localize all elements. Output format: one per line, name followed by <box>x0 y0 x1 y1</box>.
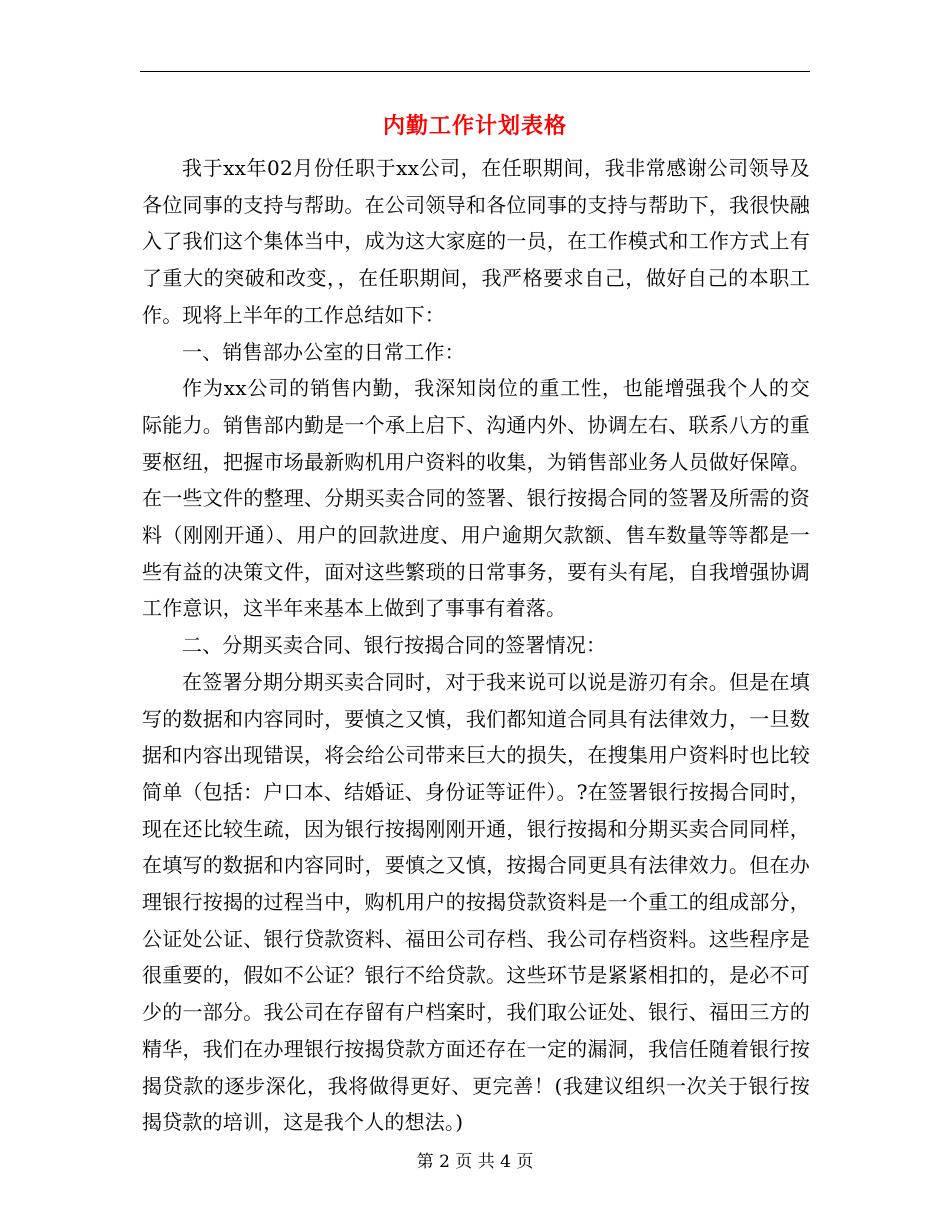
paragraph-intro: 我于xx年02月份任职于xx公司，在任职期间，我非常感谢公司领导及各位同事的支持与帮助。在公司领导和各位同事的支持与帮助下，我很快融入了我们这个集体当中，成为这大家庭的一员，在工作模式和工作方式上有了重大的突破和改变，，在任职期间，我严格要求自己，做好自己的本职工作。现将上半年的工作总结如下： <box>142 156 810 327</box>
header-rule <box>140 71 810 72</box>
paragraph-daily-work: 作为xx公司的销售内勤，我深知岗位的重工性，也能增强我个人的交际能力。销售部内勤是一个承上启下、沟通内外、协调左右、联系八方的重要枢纽，把握市场最新购机用户资料的收集，为销售部业务人员做好保障。在一些文件的整理、分期买卖合同的签署、银行按揭合同的签署及所需的资料（刚刚开通）、用户的回款进度、用户逾期欠款额、售车数量等等都是一些有益的决策文件，面对这些繁琐的日常事务，要有头有尾，自我增强协调工作意识，这半年来基本上做到了事事有着落。 <box>142 376 810 621</box>
document-body <box>142 150 810 1141</box>
section-heading-2: 二、分期买卖合同、银行按揭合同的签署情况： <box>182 633 607 658</box>
paragraph-contracts: 在签署分期分期买卖合同时，对于我来说可以说是游刃有余。但是在填写的数据和内容同时，要慎之又慎，我们都知道合同具有法律效力，一旦数据和内容出现错误，将会给公司带来巨大的损失，在搜集用户资料时也比较简单（包括：户口本、结婚证、身份证等证件）。?在签署银行按揭合同时，现在还比较生疏，因为银行按揭刚刚开通，银行按揭和分期买卖合同同样，在填写的数据和内容同时，要慎之又慎，按揭合同更具有法律效力。但在办理银行按揭的过程当中，购机用户的按揭贷款资料是一个重工的组成部分，公证处公证、银行贷款资料、福田公司存档、我公司存档资料。这些程序是很重要的，假如不公证？银行不给贷款。这些环节是紧紧相扣的，是必不可少的一部分。我公司在存留有户档案时，我们取公证处、银行、福田三方的精华，我们在办理银行按揭贷款方面还存在一定的漏洞，我信任随着银行按揭贷款的逐步深化，我将做得更好、更完善！(我建议组织一次关于银行按揭贷款的培训，这是我个人的想法。) <box>142 669 810 1135</box>
document-title: 内勤工作计划表格 <box>382 113 567 139</box>
page-number-footer: 第 2 页 共 4 页 <box>416 1152 534 1172</box>
section-heading-1: 一、销售部办公室的日常工作： <box>182 339 465 364</box>
